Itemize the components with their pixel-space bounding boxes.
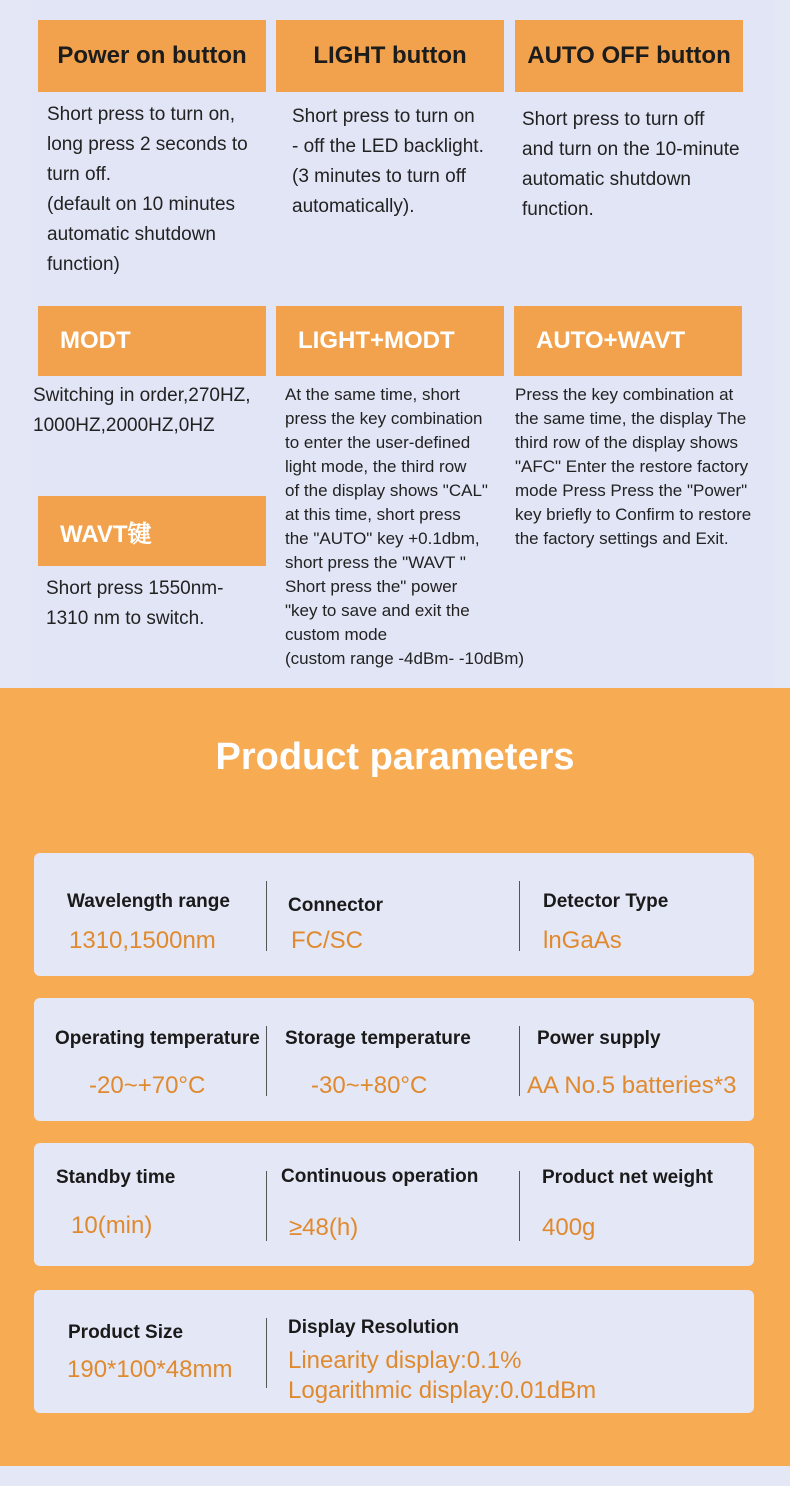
detector-type-label: Detector Type	[543, 891, 669, 912]
light-button-description: Short press to turn on - off the LED backlight. (3 minutes to turn off automatically).	[292, 106, 484, 217]
operating-temperature-value: -20~+70°C	[89, 1072, 206, 1099]
wavelength-range-label: Wavelength range	[67, 891, 230, 912]
divider	[266, 881, 267, 951]
auto-off-button-header	[515, 20, 743, 92]
divider	[519, 1026, 520, 1096]
divider	[266, 1318, 267, 1388]
button-guide-section	[0, 0, 790, 688]
display-resolution-value: Linearity display:0.1% Logarithmic display:0.01dBm	[288, 1347, 597, 1404]
connector-value: FC/SC	[291, 927, 363, 954]
modt-title: MODT	[60, 327, 131, 354]
auto-off-button-title: AUTO OFF button	[527, 42, 731, 69]
param-card-1	[34, 853, 754, 976]
modt-header	[38, 306, 266, 376]
param-card-4	[34, 1290, 754, 1413]
param-card-2	[34, 998, 754, 1121]
light-button-title: LIGHT button	[313, 42, 467, 69]
product-size-label: Product Size	[68, 1322, 184, 1343]
auto-wavt-header	[514, 306, 742, 376]
light-button-header	[276, 20, 504, 92]
display-resolution-label: Display Resolution	[288, 1317, 460, 1338]
operating-temperature-label: Operating temperature	[55, 1028, 260, 1049]
product-parameters-title: Product parameters	[215, 736, 575, 778]
connector-label: Connector	[288, 895, 383, 916]
wavelength-range-value: 1310,1500nm	[69, 927, 216, 954]
power-button-header	[38, 20, 266, 92]
net-weight-value: 400g	[542, 1214, 596, 1241]
wavt-title: WAVT键	[60, 520, 152, 548]
divider	[519, 881, 520, 951]
net-weight-label: Product net weight	[542, 1167, 713, 1188]
modt-description: Switching in order,270HZ, 1000HZ,2000HZ,0HZ	[33, 385, 251, 436]
divider	[266, 1026, 267, 1096]
wavt-description: Short press 1550nm- 1310 nm to switch.	[46, 578, 224, 629]
power-button-title: Power on button	[57, 42, 247, 69]
power-supply-label: Power supply	[537, 1028, 661, 1049]
continuous-operation-label: Continuous operation	[281, 1166, 479, 1187]
light-modt-description: At the same time, short press the key combination to enter the user-defined light mode, the third row of the display shows "CAL" at this time, short press the "AUTO" key +0.1dbm, short press the "WAVT " Short press the" power "key to save and exit the custom mode (custom range -4dBm- -10dBm)	[285, 385, 525, 668]
standby-time-value: 10(min)	[71, 1212, 153, 1239]
product-size-value: 190*100*48mm	[67, 1356, 233, 1383]
detector-type-value: lnGaAs	[543, 927, 622, 954]
light-modt-header	[276, 306, 504, 376]
footer-strip	[0, 1466, 790, 1486]
divider	[519, 1171, 520, 1241]
power-button-description: Short press to turn on, long press 2 seconds to turn off. (default on 10 minutes automatic shutdown function)	[47, 104, 248, 275]
light-modt-title: LIGHT+MODT	[298, 327, 455, 354]
storage-temperature-label: Storage temperature	[285, 1028, 471, 1049]
standby-time-label: Standby time	[56, 1167, 176, 1188]
continuous-operation-value: ≥48(h)	[289, 1214, 359, 1241]
wavt-header	[38, 496, 266, 566]
auto-wavt-title: AUTO+WAVT	[536, 327, 686, 354]
auto-off-button-description: Short press to turn off and turn on the 10-minute automatic shutdown function.	[522, 109, 740, 220]
power-supply-value: AA No.5 batteries*3	[527, 1072, 737, 1099]
auto-wavt-description: Press the key combination at the same time, the display The third row of the display shows "AFC" Enter the restore factory mode Press Press the "Power" key briefly to Confirm to restore the factory settings and Exit.	[515, 385, 752, 548]
param-card-3	[34, 1143, 754, 1266]
storage-temperature-value: -30~+80°C	[311, 1072, 428, 1099]
divider	[266, 1171, 267, 1241]
